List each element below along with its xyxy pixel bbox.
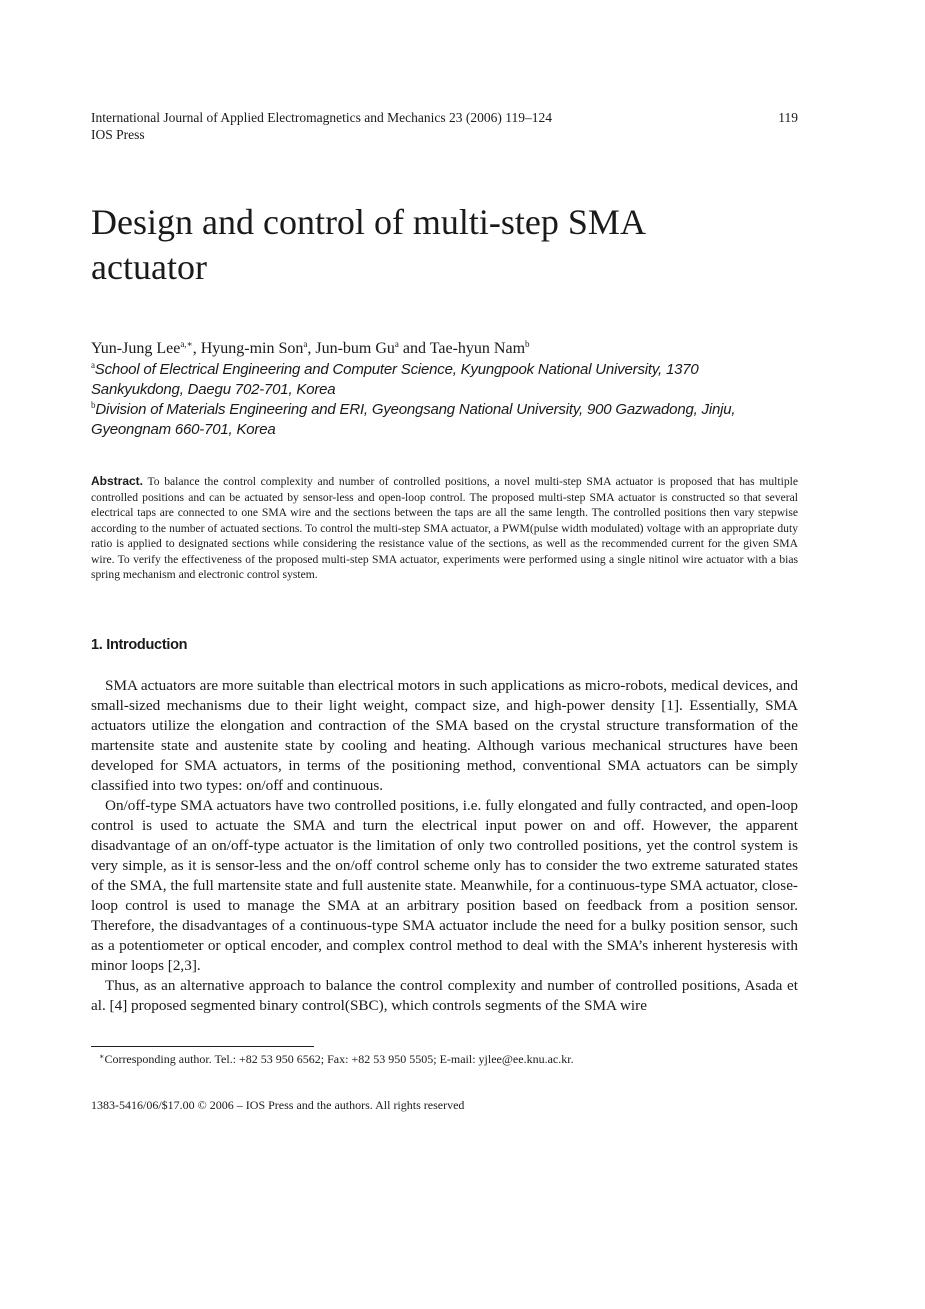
author-list (91, 339, 798, 359)
author-separator: , (307, 340, 316, 357)
author-affil-mark: b (525, 339, 530, 349)
page-number: 119 (778, 110, 798, 125)
copyright-line: 1383-5416/06/$17.00 © 2006 – IOS Press and the authors. All rights reserved (91, 1098, 465, 1112)
author-name: Jun-bum Gu (315, 340, 395, 357)
author-name: Hyung-min Son (200, 340, 304, 357)
footnote-mark: ∗ (99, 1052, 105, 1061)
footnote (91, 1051, 798, 1067)
paragraph: Thus, as an alternative approach to balance the control complexity and number of controlled positions, Asada et al. [4] proposed segmented binary control(SBC), which controls segments of the SMA wire (91, 977, 798, 1014)
author-affil-mark: a (394, 339, 399, 349)
affiliation-line: Sankyukdong, Daegu 702-701, Korea (91, 381, 336, 398)
affiliation-mark: b (91, 400, 96, 410)
author-separator: and (398, 340, 430, 357)
title-line-2: actuator (91, 247, 207, 287)
author-affil-mark: a,∗ (180, 339, 193, 349)
affiliation-line: Division of Materials Engineering and ERI, Gyeongsang National University, 900 Gazwadong, Jinju, (95, 401, 736, 418)
running-header (91, 109, 798, 143)
section-heading: 1. Introduction (91, 637, 188, 653)
publisher-name: IOS Press (91, 127, 145, 142)
footnote-text: Corresponding author. Tel.: +82 53 950 6562; Fax: +82 53 950 5505; E-mail: yjlee@ee.knu.ac.kr. (104, 1052, 574, 1066)
author-name: Tae-hyun Nam (429, 340, 526, 357)
author-affil-mark: a (303, 339, 308, 349)
section-body (91, 676, 798, 1016)
abstract-text: To balance the control complexity and number of controlled positions, a novel multi-step SMA actuator is proposed that has multiple controlled positions and can be actuated by sensor-less and open-loop control. The proposed multi-step SMA actuator is constructed so that several electrical taps are connected to one SMA wire and the sections between the taps are all the same length. The controlled positions then vary stepwise according to the number of actuated sections. To control the multi-step SMA actuator, a PWM(pulse width modulated) voltage with an appropriate duty ratio is applied to designated sections while considering the resistance value of the sections, as well as the recommended current for the given SMA wire. To verify the effectiveness of the proposed multi-step SMA actuator, experiments were performed using a single nitinol wire actuator with a bias spring mechanism and electronic control system. (91, 475, 798, 581)
affiliation-line: School of Electrical Engineering and Computer Science, Kyungpook National University, 1370 (94, 361, 699, 378)
journal-citation: International Journal of Applied Electromagnetics and Mechanics 23 (2006) 119–124 (91, 110, 552, 125)
affiliation-b (91, 400, 798, 440)
title-line-1: Design and control of multi-step SMA (91, 202, 646, 242)
paper-title (91, 200, 798, 290)
author-name: Yun-Jung Lee (91, 340, 181, 357)
abstract-label: Abstract. (91, 474, 144, 488)
paragraph: SMA actuators are more suitable than electrical motors in such applications as micro-robots, medical devices, and small-sized mechanisms due to their light weight, compact size, and high-power density [1]. Essentially, SMA actuators utilize the elongation and contraction of the SMA based on the crystal structure transformation of the martensite state and austenite state by cooling and heating. Although various mechanical structures have been developed for SMA actuators, in terms of the positioning method, conventional SMA actuators can be simply classified into two types: on/off and continuous. (91, 677, 798, 794)
affiliation-mark: a (91, 360, 95, 370)
affiliation-line: Gyeongnam 660-701, Korea (91, 421, 276, 438)
author-separator: , (192, 340, 201, 357)
paragraph: On/off-type SMA actuators have two controlled positions, i.e. fully elongated and fully contracted, and open-loop control is used to actuate the SMA and turn the electrical input power on and off. However, the apparent disadvantage of an on/off-type actuator is the limitation of only two controlled positions, yet the control system is very simple, as it is sensor-less and the on/off control scheme only has to consider the two extreme saturated states of the SMA, the full martensite state and full austenite state. Meanwhile, for a continuous-type SMA actuator, close-loop control is used to manage the SMA at an arbitrary position based on feedback from a position sensor. Therefore, the disadvantages of a continuous-type SMA actuator include the need for a bulky position sensor, such as a potentiometer or optical encoder, and complex control method to deal with the SMA’s inherent hysteresis with minor loops [2,3]. (91, 797, 798, 974)
affiliation-a (91, 360, 798, 400)
footnote-divider (91, 1046, 314, 1047)
abstract (91, 474, 798, 583)
